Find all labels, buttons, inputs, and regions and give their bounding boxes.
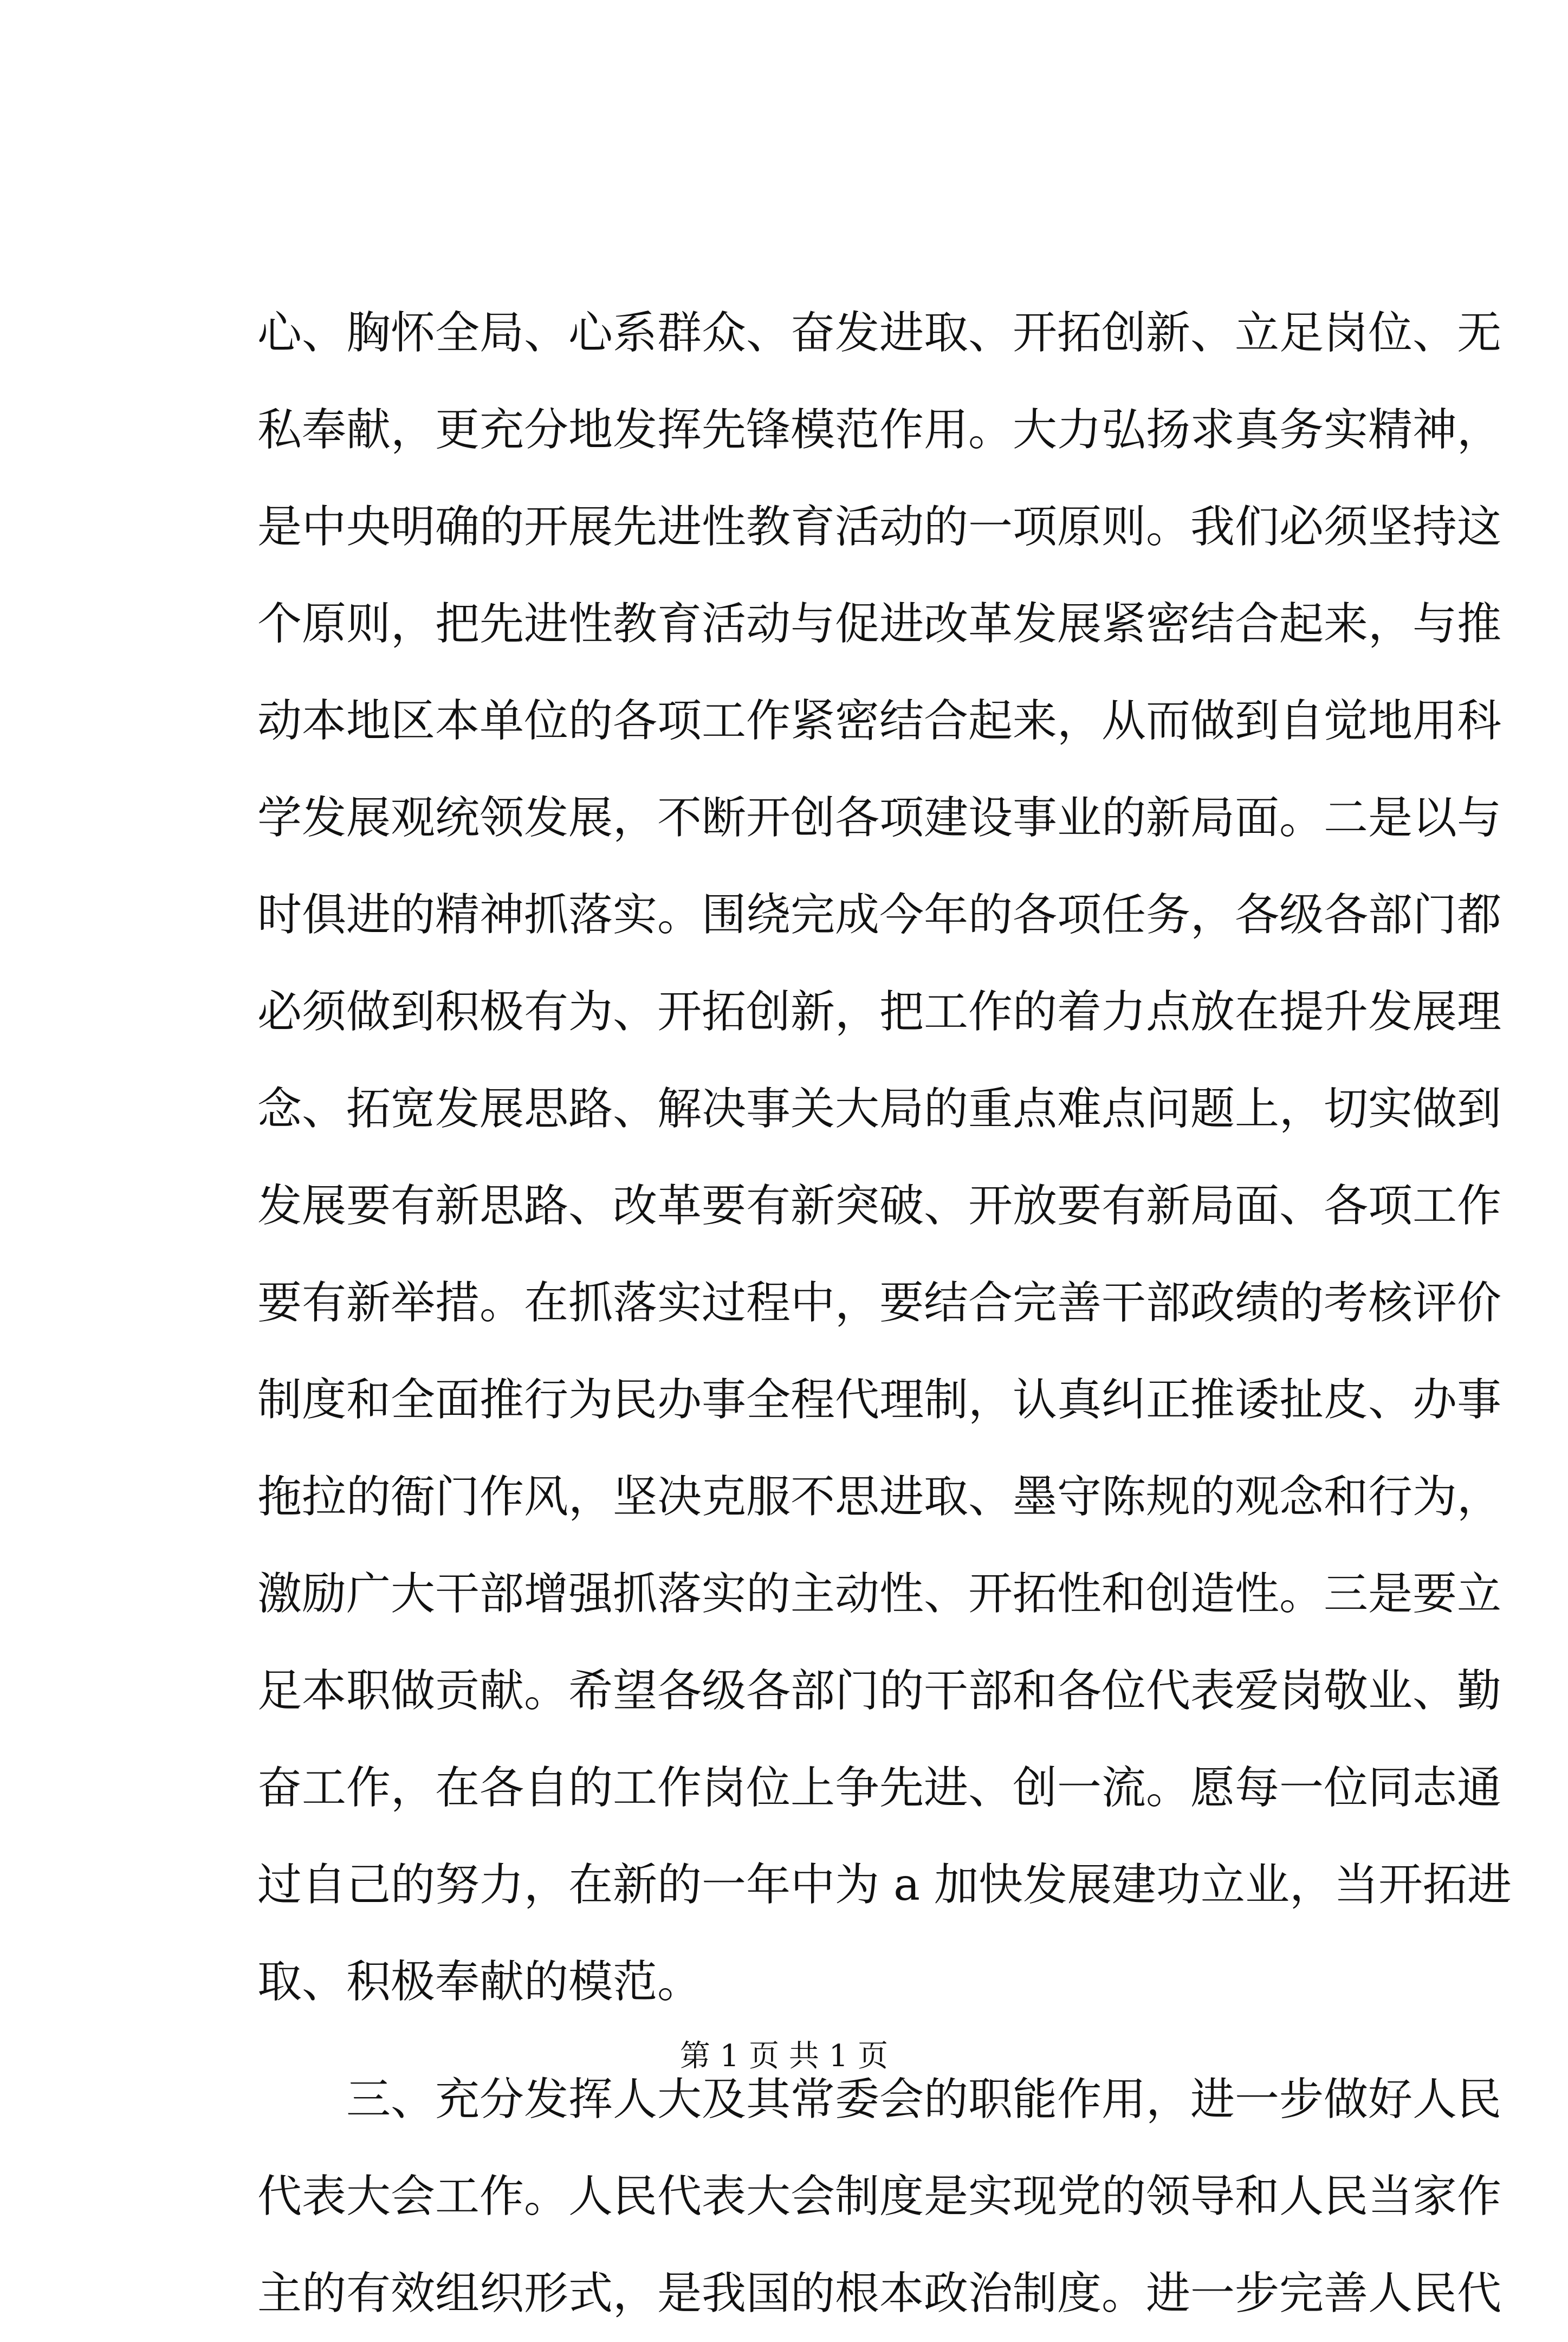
text-line: 念、拓宽发展思路、解决事关大局的重点难点问题上，切实做到 bbox=[257, 1083, 1502, 1135]
body-text bbox=[257, 284, 1512, 2342]
page-footer bbox=[0, 2037, 1568, 2075]
text-line: 制度和全面推行为民办事全程代理制，认真纠正推诿扯皮、办事 bbox=[257, 1374, 1502, 1426]
text-line: 要有新举措。在抓落实过程中，要结合完善干部政绩的考核评价 bbox=[257, 1277, 1502, 1329]
text-line: 三、充分发挥人大及其常委会的职能作用，进一步做好人民 bbox=[346, 2074, 1502, 2125]
text-line: 心、胸怀全局、心系群众、奋发进取、开拓创新、立足岗位、无 bbox=[257, 307, 1502, 359]
text-line: 代表大会工作。人民代表大会制度是实现党的领导和人民当家作 bbox=[257, 2171, 1502, 2222]
text-line: 动本地区本单位的各项工作紧密结合起来，从而做到自觉地用科 bbox=[257, 695, 1502, 747]
text-line: 是中央明确的开展先进性教育活动的一项原则。我们必须坚持这 bbox=[257, 501, 1502, 553]
text-line: 拖拉的衙门作风，坚决克服不思进取、墨守陈规的观念和行为， bbox=[257, 1471, 1502, 1523]
text-line: 发展要有新思路、改革要有新突破、开放要有新局面、各项工作 bbox=[257, 1180, 1502, 1232]
page-number-label: 第 1 页 共 1 页 bbox=[679, 2039, 889, 2074]
text-line: 私奉献，更充分地发挥先锋模范作用。大力弘扬求真务实精神， bbox=[257, 404, 1502, 456]
text-line: 过自己的努力，在新的一年中为 a 加快发展建功立业，当开拓进 bbox=[257, 1859, 1512, 1911]
text-line: 主的有效组织形式，是我国的根本政治制度。进一步完善人民代 bbox=[257, 2268, 1502, 2319]
text-line: 必须做到积极有为、开拓创新，把工作的着力点放在提升发展理 bbox=[257, 986, 1502, 1038]
text-line: 取、积极奉献的模范。 bbox=[257, 1956, 702, 2008]
text-line: 足本职做贡献。希望各级各部门的干部和各位代表爱岗敬业、勤 bbox=[257, 1665, 1502, 1717]
text-line: 时俱进的精神抓落实。围绕完成今年的各项任务，各级各部门都 bbox=[257, 889, 1502, 941]
text-line: 激励广大干部增强抓落实的主动性、开拓性和创造性。三是要立 bbox=[257, 1568, 1502, 1620]
text-line: 学发展观统领发展，不断开创各项建设事业的新局面。二是以与 bbox=[257, 792, 1502, 844]
text-line: 奋工作，在各自的工作岗位上争先进、创一流。愿每一位同志通 bbox=[257, 1762, 1502, 1814]
text-line: 个原则，把先进性教育活动与促进改革发展紧密结合起来，与推 bbox=[257, 598, 1502, 650]
